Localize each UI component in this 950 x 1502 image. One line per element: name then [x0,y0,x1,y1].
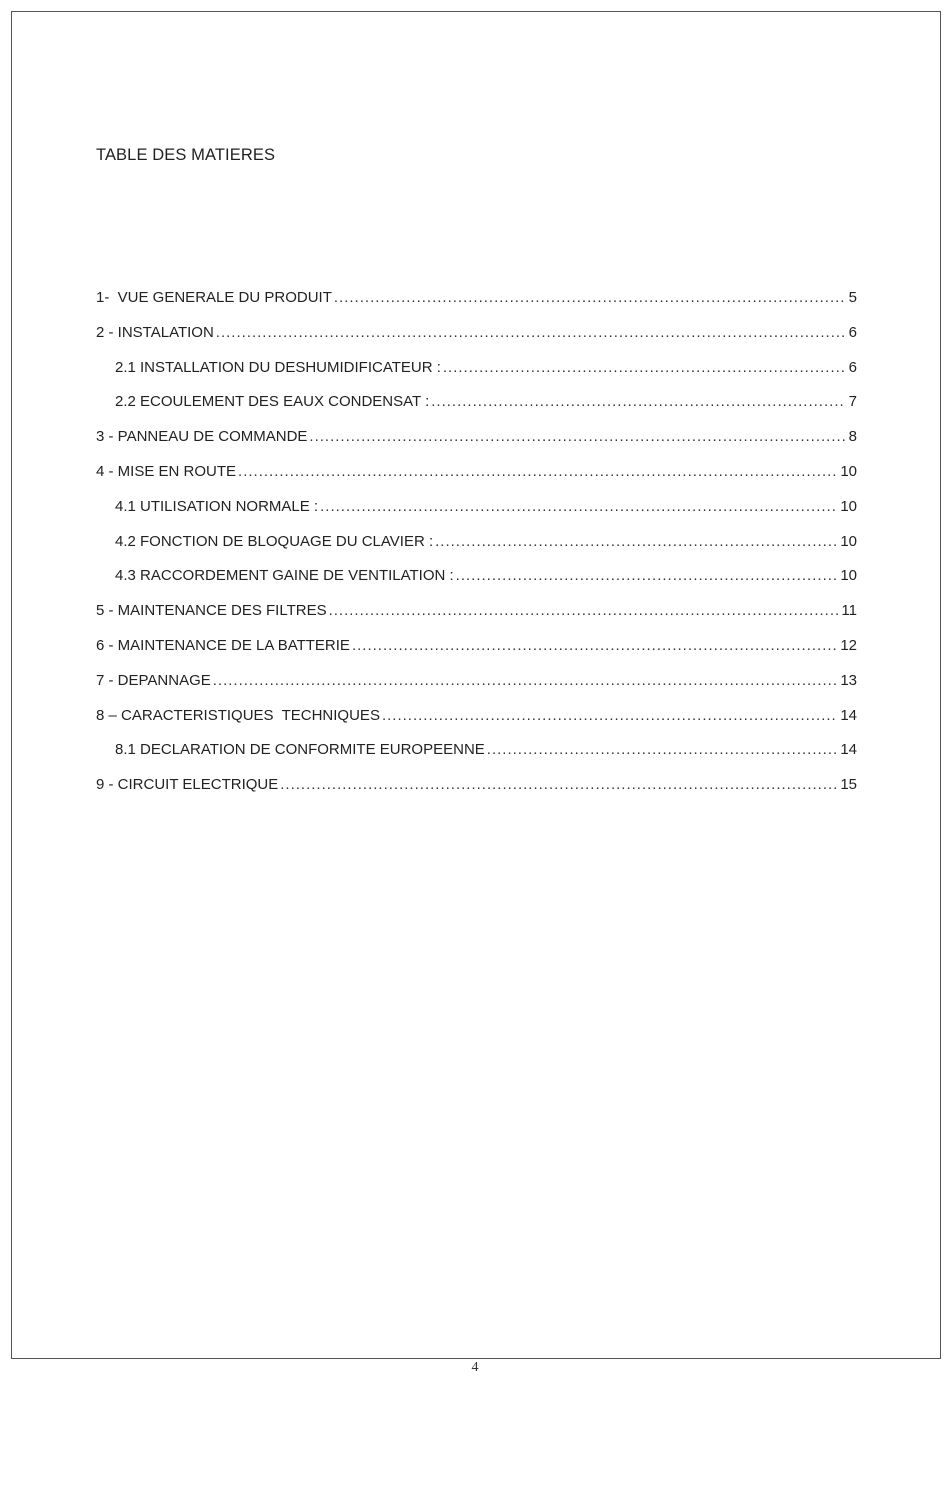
toc-entry-label: 5 - MAINTENANCE DES FILTRES [96,602,327,620]
toc-entry-label: 8.1 DECLARATION DE CONFORMITE EUROPEENNE [115,741,485,759]
toc-dot-leader [435,533,837,550]
toc-subentry[interactable] [96,498,857,533]
toc-entry[interactable] [96,428,857,463]
toc-dot-leader [280,776,837,793]
toc-entry-label: 1- VUE GENERALE DU PRODUIT [96,289,332,306]
table-of-contents [96,289,857,811]
toc-subentry[interactable] [96,533,857,568]
toc-entry-page: 10 [840,462,857,480]
toc-entry-page: 11 [841,602,857,620]
toc-entry-page: 6 [848,323,857,341]
toc-entry[interactable] [96,324,857,359]
toc-entry-page: 10 [840,567,857,585]
toc-entry-page: 10 [840,497,857,515]
toc-dot-leader [213,672,838,689]
toc-entry-label: 6 - MAINTENANCE DE LA BATTERIE [96,636,350,654]
toc-dot-leader [382,707,837,724]
toc-entry-page: 15 [840,776,857,794]
toc-entry[interactable] [96,602,857,637]
toc-entry-page: 6 [848,358,857,376]
toc-subentry[interactable] [96,359,857,394]
toc-entry[interactable] [96,289,857,324]
toc-dot-leader [352,637,837,654]
toc-dot-leader [320,498,837,515]
toc-entry-label: 4.3 RACCORDEMENT GAINE DE VENTILATION : [115,567,454,585]
toc-dot-leader [238,463,837,480]
toc-dot-leader [431,393,845,410]
toc-entry[interactable] [96,672,857,707]
toc-entry-page: 7 [848,393,857,411]
toc-dot-leader [487,741,838,758]
toc-entry-label: 2.2 ECOULEMENT DES EAUX CONDENSAT : [115,393,430,411]
toc-dot-leader [216,324,846,341]
toc-entry-label: 8 – CARACTERISTIQUES TECHNIQUES [96,706,380,724]
toc-entry-label: 7 - DEPANNAGE [96,671,211,689]
page-number: 4 [471,1360,479,1375]
toc-entry-page: 12 [840,636,857,654]
toc-entry-page: 10 [840,532,857,550]
toc-entry-page: 5 [848,289,857,306]
toc-dot-leader [329,602,839,619]
toc-entry-label: 4 - MISE EN ROUTE [96,462,237,480]
toc-entry[interactable] [96,463,857,498]
toc-entry-label: 2.1 INSTALLATION DU DESHUMIDIFICATEUR : [115,358,441,376]
toc-entry-label: 4.2 FONCTION DE BLOQUAGE DU CLAVIER : [115,532,434,550]
toc-entry[interactable] [96,637,857,672]
toc-entry-label: 9 - CIRCUIT ELECTRIQUE [96,776,279,794]
toc-entry-page: 14 [840,741,857,759]
toc-entry-page: 13 [840,671,857,689]
toc-subentry[interactable] [96,393,857,428]
toc-dot-leader [309,428,845,445]
toc-entry-label: 4.1 UTILISATION NORMALE : [115,497,319,515]
toc-title: TABLE DES MATIERES [96,146,276,164]
toc-dot-leader [456,567,838,584]
toc-entry-label: 2 - INSTALATION [96,323,214,341]
toc-entry[interactable] [96,776,857,811]
toc-dot-leader [443,359,846,376]
toc-entry[interactable] [96,707,857,742]
toc-subentry[interactable] [96,741,857,776]
toc-entry-page: 14 [840,706,857,724]
toc-subentry[interactable] [96,567,857,602]
toc-entry-page: 8 [848,428,857,446]
toc-dot-leader [334,289,846,306]
toc-entry-label: 3 - PANNEAU DE COMMANDE [96,428,308,446]
